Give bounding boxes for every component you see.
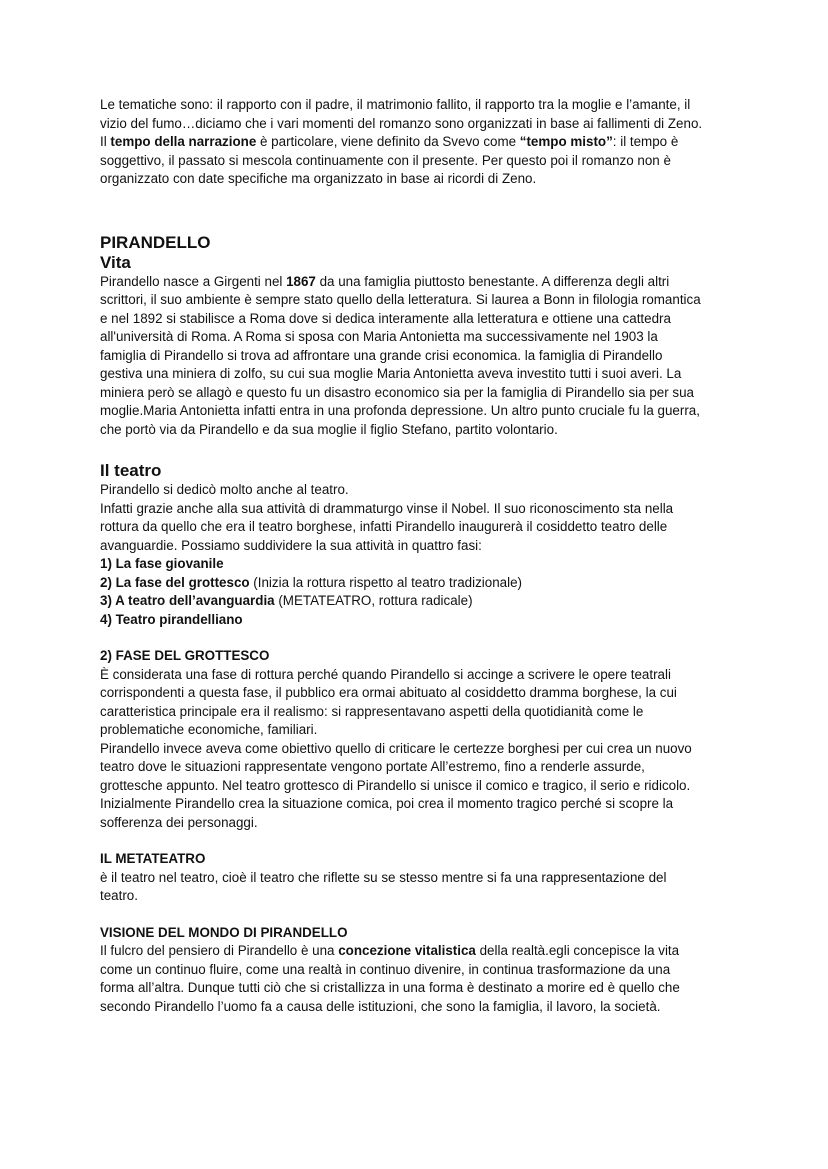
text-line xyxy=(100,133,740,152)
text-line: vizio del fumo…diciamo che i vari momenti del romanzo sono organizzati in base ai fallimenti di Zeno. xyxy=(100,115,703,131)
text-line: È considerata una fase di rottura perché quando Pirandello si accinge a scrivere le opere teatrali xyxy=(100,666,671,682)
text-line: Pirandello si dedicò molto anche al teatro. xyxy=(100,482,349,497)
bold-term: 1) La fase giovanile xyxy=(100,556,224,571)
text-line xyxy=(100,273,740,292)
text-line: all'università di Roma. A Roma si sposa con Maria Antonietta ma successivamente nel 1903 la xyxy=(100,329,658,344)
section-title-pirandello: PIRANDELLO xyxy=(100,232,211,252)
text-line: forma all’altra. Dunque tutti ciò che si cristallizza in una forma è destinato a morire ed è quello che xyxy=(100,980,680,995)
bold-term: “tempo misto” xyxy=(519,134,613,149)
text-line: organizzato con date specifiche ma organizzato in base ai ricordi di Zeno. xyxy=(100,171,537,186)
phase-list-item xyxy=(100,555,740,574)
bold-term: 2) La fase del grottesco xyxy=(100,574,250,590)
text-line: Pirandello invece aveva come obiettivo quello di criticare le certezze borghesi per cui crea un nuovo xyxy=(100,740,692,756)
heading-fase-grottesco: 2) FASE DEL GROTTESCO xyxy=(100,648,270,663)
text-run: della realtà.egli concepisce la vita xyxy=(475,943,680,958)
grottesco-paragraph xyxy=(100,666,740,833)
text-line: rottura da quello che era il teatro borghese, infatti Pirandello inaugurerà il cosiddetto teatro delle xyxy=(100,519,668,534)
text-run: (Inizia la rottura rispetto al teatro tradizionale) xyxy=(249,574,522,590)
text-line: Infatti grazie anche alla sua attività di drammaturgo vinse il Nobel. Il suo riconoscimento sta nella xyxy=(100,500,674,516)
bold-term: tempo della narrazione xyxy=(110,134,257,149)
text-run: è particolare, viene definito da Svevo come xyxy=(256,134,520,149)
metateatro-paragraph xyxy=(100,869,740,906)
text-line: moglie.Maria Antonietta infatti entra in una profonda depressione. Un altro punto cruciale fu la guerra, xyxy=(100,403,700,418)
text-line xyxy=(100,942,740,961)
text-line: Inizialmente Pirandello crea la situazione comica, poi crea il momento tragico perché si scopre la xyxy=(100,796,674,811)
text-line: grottesche appunto. Nel teatro grottesco di Pirandello si unisce il comico e tragico, il serio e ridicolo. xyxy=(100,777,691,793)
teatro-paragraph xyxy=(100,481,740,629)
text-run: Il fulcro del pensiero di Pirandello è una xyxy=(100,943,339,958)
phase-list-item xyxy=(100,592,740,611)
heading-visione-del-mondo: VISIONE DEL MONDO DI PIRANDELLO xyxy=(100,924,348,940)
visione-paragraph xyxy=(100,942,740,1016)
text-line: come un continuo fluire, come una realtà in continuo divenire, in continua trasformazione da una xyxy=(100,961,671,977)
phase-list-item xyxy=(100,574,740,593)
text-line: sofferenza dei personaggi. xyxy=(100,814,258,830)
bold-term: 4) Teatro pirandelliano xyxy=(100,611,243,627)
document-page xyxy=(100,96,740,1016)
text-run: (METATEATRO, rottura radicale) xyxy=(274,593,473,608)
text-run: Pirandello nasce a Girgenti nel xyxy=(100,273,287,289)
text-line: corrispondenti a questa fase, il pubblico era ormai abituato al cosiddetto dramma borghese, la cui xyxy=(100,685,677,700)
intro-paragraph xyxy=(100,96,740,189)
text-line: soggettivo, il passato si mescola continuamente con il presente. Per questo poi il romanzo non è xyxy=(100,152,671,168)
text-line: Le tematiche sono: il rapporto con il padre, il matrimonio fallito, il rapporto tra la moglie e l’amante, il xyxy=(100,97,691,112)
text-line: secondo Pirandello l’uomo fa a causa delle istituzioni, che sono la famiglia, il lavoro, la società. xyxy=(100,998,661,1014)
text-line: gestiva una miniera di zolfo, su cui sua moglie Maria Antonietta aveva investito tutti i suoi averi. La xyxy=(100,366,682,381)
phase-list-item xyxy=(100,611,740,630)
text-line: problematiche economiche, familiari. xyxy=(100,722,318,737)
heading-metateatro: IL METATEATRO xyxy=(100,851,206,866)
text-line: teatro. xyxy=(100,888,138,903)
text-line: caratteristica principale era il realismo: si rappresentavano aspetti della quotidianità come le xyxy=(100,703,644,719)
bold-term: 3) A teatro dell’avanguardia xyxy=(100,593,275,608)
subsection-title-teatro: Il teatro xyxy=(100,461,162,480)
vita-paragraph xyxy=(100,273,740,440)
text-line: scrittori, il suo ambiente è sempre stato quello della letteratura. Si laurea a Bonn in filologia romantica xyxy=(100,292,701,307)
text-line: è il teatro nel teatro, cioè il teatro che riflette su se stesso mentre si fa una rappresentazione del xyxy=(100,869,667,885)
text-line: teatro dove le situazioni rappresentate vengono portate All’estremo, fino a renderle assurde, xyxy=(100,759,645,774)
text-line: miniera però se allagò e questo fu un disastro economico sia per la famiglia di Pirandello sia per sua xyxy=(100,384,694,400)
text-run: Il xyxy=(100,134,111,149)
text-line: famiglia di Pirandello si trova ad affrontare una grande crisi economica. la famiglia di Pirandello xyxy=(100,347,663,363)
text-line: avanguardie. Possiamo suddividere la sua attività in quattro fasi: xyxy=(100,537,482,553)
text-run: : il tempo è xyxy=(612,134,679,149)
text-run: da una famiglia piuttosto benestante. A differenza degli altri xyxy=(315,273,670,289)
subsection-title-vita: Vita xyxy=(100,252,131,272)
text-line: che portò via da Pirandello e da sua moglie il figlio Stefano, partito volontario. xyxy=(100,421,558,437)
bold-term: 1867 xyxy=(286,273,316,289)
bold-term: concezione vitalistica xyxy=(338,943,476,958)
text-line: e nel 1892 si stabilisce a Roma dove si dedica interamente alla letteratura e ottiene una cattedra xyxy=(100,310,671,326)
